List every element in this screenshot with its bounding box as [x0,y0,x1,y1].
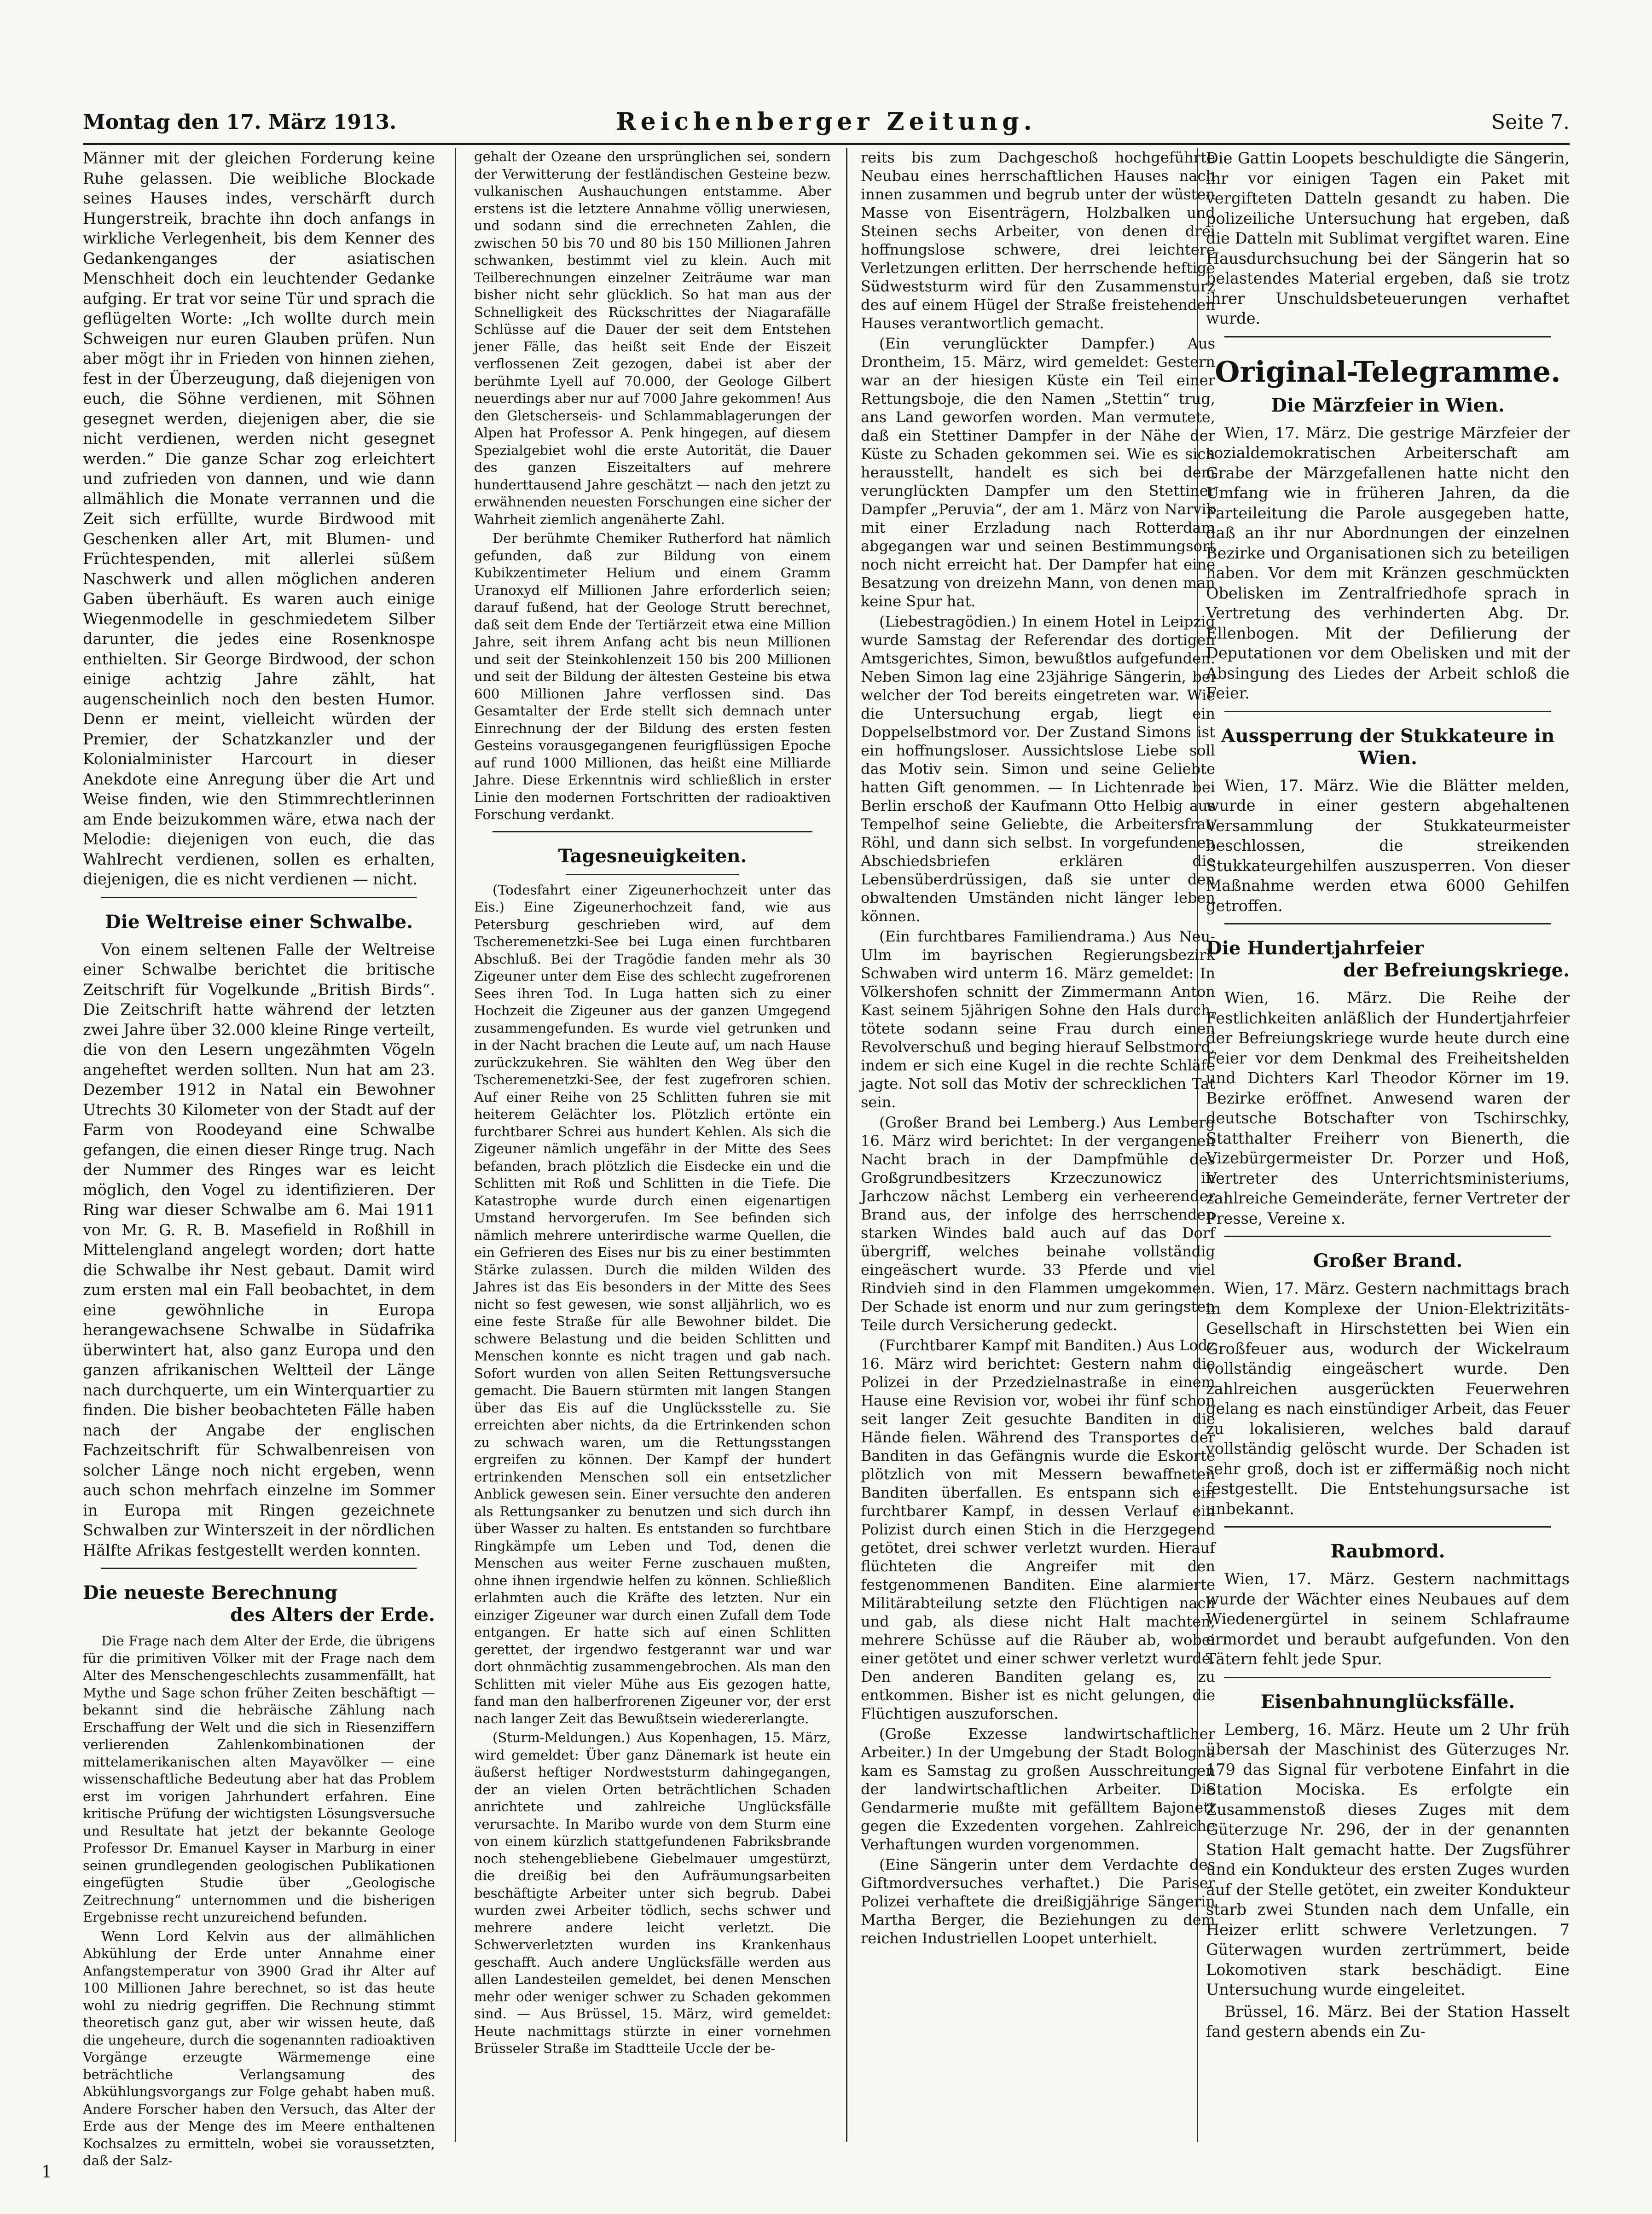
news-item: (Großer Brand bei Lemberg.) Aus Lemberg 16. März wird berichtet: In der vergangenen Nacht brach in der Dampfmühle des Großgrundbesitzers Krzeczunowicz in Jarhczow nächst Lemberg ein verheerender Brand aus, der infolge des herrschenden starken Windes bald auch auf das Dorf übergriff, welches beinahe vollständig eingeäschert wurde. 33 Pferde und viel Rindvieh sind in den Flammen umgekommen. Der Schade ist enorm und nur zum geringsten Teile durch Versicherung gedeckt. [861,1114,1215,1334]
headline-stukkateure: Aussperrung der Stukkateure in Wien. [1221,725,1555,769]
news-item: Die Gattin Loopets beschuldigte die Sängerin, ihr vor einigen Tagen ein Paket mit vergifteten Datteln gesandt zu haben. Die polizeiliche Untersuchung hat ergeben, daß die Datteln mit Sublimat vergiftet waren. Eine Hausdurchsuchung bei der Sängerin hat so belastendes Material ergeben, daß sie trotz ihrer Unschuldsbeteuerungen verhaftet wurde. [1206,149,1570,327]
telegram-text: Lemberg, 16. März. Heute um 2 Uhr früh übersah der Maschinist des Güterzuges Nr. 179 das Signal für verbotene Einfahrt in die Station Mociska. Es erfolgte ein Zusammenstoß dieses Zuges mit dem Güterzuge Nr. 296, der in der genannten Station Halt gemacht hatte. Der Zugsführer und ein Kondukteur des ersten Zuges wurden auf der Stelle getötet, ein zweiter Kondukteur starb zwei Stunden nach dem Unfalle, ein Heizer erlitt schwere Verletzungen. 7 Güterwagen wurden zertrümmert, beide Lokomotiven stark beschädigt. Eine Untersuchung wurde eingeleitet. [1206,1720,1570,1999]
headline-maerzfeier: Die Märzfeier in Wien. [1271,394,1505,416]
section-rule [493,831,812,832]
section-rule [1224,711,1551,712]
page-header [83,106,1570,143]
section-rule [1224,923,1551,924]
column-rule-1 [455,148,456,2142]
column-3 [861,148,1215,2145]
article-text: gehalt der Ozeane den ursprünglichen sei, sondern der Verwitterung der festländischen Gesteine bezw. vulkanischen Aushauchungen entstamme. Aber erstens ist die letztere Annahme völlig unerwiesen, und sodann sind die errechneten Zahlen, die zwischen 50 bis 70 und 80 bis 150 Millionen Jahren schwanken, bestimmt viel zu klein. Auch mit Teilberechnungen einzelner Zeiträume war man bisher nicht sehr glücklich. So hat man aus der Schnelligkeit des Rückschrittes der Niagarafälle Schlüsse auf die Dauer der seit dem Entstehen jener Fälle, das heißt seit Ende der Eiszeit verflossenen Zeit gezogen, dabei ist aber der berühmte Lyell auf 70.000, der Geologe Gilbert neuerdings aber nur auf 7000 Jahre gekommen! Aus den Gletscherseis- und Schlammablagerungen der Alpen hat Professor A. Penk hingegen, auf diesem Spezialgebiet wohl die erste Autorität, die Dauer des ganzen Eiszeitalters auf mehrere hunderttausend Jahre geschätzt — nach den jetzt zu erwähnenden neuesten Forschungen eine sicher der Wahrheit ziemlich angenäherte Zahl. [474,149,831,527]
telegram-text: Brüssel, 16. März. Bei der Station Hasselt fand gestern abends ein Zu- [1206,2002,1570,2040]
headline-line-1: Die neueste Berechnung [83,1582,338,1604]
masthead-title: Reichenberger Zeitung. [616,108,1037,136]
headline-line-2: des Alters der Erde. [230,1604,435,1626]
column-2 [474,148,831,2145]
telegram-text: Wien, 17. März. Wie die Blätter melden, wurde in einer gestern abgehaltenen Versammlung der Stukkateurmeister beschlossen, die streikenden Stukkateurgehilfen auszusperren. Von dieser Maßnahme werden etwa 6000 Gehilfen getroffen. [1206,776,1570,915]
news-item: (Ein verunglückter Dampfer.) Aus Drontheim, 15. März, wird gemeldet: Gestern war an der hiesigen Küste ein Teil einer Rettungsboje, die den Namen „Stettin“ trug, ans Land geworfen worden. Man vermutete, daß ein Stettiner Dampfer in der Nähe der Küste zu Schaden gekommen sei. Wie es sich herausstellt, handelt es sich bei dem verunglückten Dampfer um den Stettiner Dampfer „Peruvia“, der am 1. März von Narvik mit einer Erzladung nach Rotterdam abgegangen war und seinen Bestimmungsort noch nicht erreicht hat. Der Dampfer hat eine Besatzung von dreizehn Mann, von denen man keine Spur hat. [861,335,1215,610]
headline-tagesneuigkeiten: Tagesneuigkeiten. [558,845,747,867]
telegram-text: Wien, 17. März. Gestern nachmittags brach in dem Komplexe der Union-Elektrizitäts-Gesellschaft in Hirschstetten bei Wien ein Großfeuer aus, wodurch der Wickelraum vollständig eingeäschert wurde. Den zahlreichen ausgerückten Feuerwehren gelang es nach einstündiger Arbeit, das Feuer zu lokalisieren, welches bald darauf vollständig gelöscht wurde. Der Schaden ist sehr groß, doch ist er ziffermäßig noch nicht festgestellt. Die Entstehungsursache ist unbekannt. [1206,1279,1570,1518]
section-rule [1224,336,1551,337]
column-4 [1206,148,1570,2145]
footer-mark: 1 [41,2163,52,2182]
telegram-text: Wien, 17. März. Gestern nachmittags wurde der Wächter eines Neubaues auf dem Wiedenergürtel in seinem Schlafraume ermordet und beraubt aufgefunden. Von den Tätern fehlt jede Spur. [1206,1570,1570,1668]
news-item: (Todesfahrt einer Zigeunerhochzeit unter das Eis.) Eine Zigeunerhochzeit fand, wie aus Petersburg geschrieben wird, auf dem Tscheremenetzki-See bei Luga einen furchtbaren Abschluß. Bei der Tragödie fanden mehr als 30 Zigeuner unter dem Eise des schlecht zugefrorenen Sees ihren Tod. In Luga hatten sich zu einer Hochzeit die Zigeuner aus der ganzen Umgegend zusammengefunden. Es wurde viel getrunken und in der Nacht brachen die Leute auf, um nach Hause zurückzukehren. Sie wählten den Weg über den Tscheremenetzki-See, der fest zugefroren schien. Auf einer Reihe von 25 Schlitten fuhren sie mit heiterem Gelächter los. Plötzlich ertönte ein furchtbarer Schrei aus hundert Kehlen. Als sich die Zigeuner nämlich ungefähr in der Mitte des Sees befanden, brach plötzlich die Eisdecke ein und die Schlitten mit Roß und Schlitten in die Tiefe. Die Katastrophe wurde durch einen eigenartigen Umstand hervorgerufen. Im See befinden sich nämlich mehrere unterirdische warme Quellen, die ein Gefrieren des Eises nur bis zu einer bestimmten Stärke zulassen. Durch die milden Wilden des Jahres ist das Eis besonders in der Mitte des Sees nicht so fest gewesen, wie sonst alljährlich, wo es eine feste Straße für alle Bewohner bildet. Die schwere Belastung und die beiden Schlitten und Menschen konnte es nicht tragen und gab nach. Sofort wurden von allen Seiten Rettungsversuche gemacht. Die Bauern stürmten mit langen Stangen über das Eis auf die Unglücksstelle zu. Sie erreichten aber nichts, da die Ertrinkenden schon zu schwach waren, um die Rettungsstangen ergreifen zu können. Der Kampf der hundert ertrinkenden Menschen soll ein entsetzlicher Anblick gewesen sein. Einer versuchte den anderen als Rettungsanker zu benutzen und sich durch ihn über Wasser zu halten. Es entstanden so furchtbare Ringkämpfe um Leben und Tod, denen die Menschen aus weiter Ferne zuschauen mußten, ohne ihnen irgendwie helfen zu können. Schließlich erlahmten auch die Kräfte des letzten. Nur ein einziger Zigeuner war durch einen Zufall dem Tode entgangen. Er hatte sich auf einen Schlitten gerettet, der irgendwo festgerannt war und war dort ohnmächtig zusammengebrochen. Als man den Schlitten mit vieler Mühe aus Eis gezogen hatte, fand man den halberfrorenen Zigeuner vor, der erst nach langer Zeit das Bewußtsein wiedererlangte. [474,882,831,1726]
article-text: Wenn Lord Kelvin aus der allmählichen Abkühlung der Erde unter Annahme einer Anfangstemperatur von 3900 Grad ihr Alter auf 100 Millionen Jahre berechnet, so ist das heute wohl zu niedrig gegriffen. Die Rechnung stimmt theoretisch ganz gut, aber wir wissen heute, daß die ungeheure, durch die sogenannten radioaktiven Vorgänge erzeugte Wärmemenge eine beträchtliche Verlangsamung des Abkühlungsvorgangs zur Folge gehabt haben muß. Andere Forscher haben den Versuch, das Alter der Erde aus der Menge des im Meere enthaltenen Kochsalzes zu ermitteln, wobei sie voraussetzten, daß der Salz- [83,1928,435,2168]
section-rule [1224,1236,1551,1237]
telegram-text: Wien, 16. März. Die Reihe der Festlichkeiten anläßlich der Hundertjahrfeier der Befreiungskriege wurde heute durch eine Feier vor dem Denkmal des Freiheitshelden und Dichters Karl Theodor Körner im 19. Bezirke eröffnet. Anwesend waren der deutsche Botschafter von Tschirschky, Statthalter Freiherr von Bienerth, die Vizebürgermeister Dr. Porzer und Hoß, Vertreter des Unterrichtsministeriums, zahlreiche Gemeinderäte, ferner Vertreter der Presse, Vereine x. [1206,989,1570,1227]
headline-eisenbahnunglueck: Eisenbahnunglücksfälle. [1260,1691,1515,1713]
headline-original-telegramme: Original-Telegramme. [1215,354,1561,389]
section-rule [566,874,739,875]
headline-line-2: der Befreiungskriege. [1343,959,1570,981]
news-item: (Ein furchtbares Familiendrama.) Aus Neu-Ulm im bayrischen Regierungsbezirk Schwaben wird unterm 16. März gemeldet: In Völkershofen schnitt der Zimmermann Anton Kast seinem 5jährigen Sohne den Hals durch, tötete sodann seine Frau durch einen Revolverschuß und beging hierauf Selbstmord, indem er sich eine Kugel in die rechte Schläfe jagte. Not soll das Motiv der schrecklichen Tat sein. [861,928,1215,1111]
news-item: (Eine Sängerin unter dem Verdachte des Giftmordversuches verhaftet.) Die Pariser Polizei verhaftete die dreißigjährige Sängerin Martha Berger, die Beziehungen zu dem reichen Industriellen Loopet unterhielt. [861,1856,1215,1947]
section-rule [1224,1677,1551,1678]
news-item: (Liebestragödien.) In einem Hotel in Leipzig wurde Samstag der Referendar des dortigen Amtsgerichtes, Simon, bewußtlos aufgefunden. Neben Simon lag eine 23jährige Sängerin, bei welcher der Tod bereits eingetreten war. Wie die Untersuchung ergab, liegt ein Doppelselbstmord vor. Der Zustand Simons ist ein hoffnungsloser. Aussichtslose Liebe soll das Motiv sein. Simon und seine Geliebte hatten Gift genommen. — In Lichtenrade bei Berlin erschoß der Kaufmann Otto Helbig aus Tempelhof seine Geliebte, die Arbeitersfrau Röhl, und dann sich selbst. In vorgefundenen Abschiedsbriefen erklären die Lebensüberdrüssigen, daß sie unter den obwaltenden Umständen nicht länger leben können. [861,613,1215,925]
page-number: Seite 7. [1491,110,1570,134]
news-item: (Große Exzesse landwirtschaftlicher Arbeiter.) In der Umgebung der Stadt Bologna kam es Samstag zu großen Ausschreitungen der landwirtschaftlichen Arbeiter. Die Gendarmerie mußte mit gefälltem Bajonett gegen die Exzedenten vorgehen. Zahlreiche Verhaftungen wurden vorgenommen. [861,1725,1215,1853]
headline-grosser-brand: Großer Brand. [1313,1250,1463,1272]
headline-raubmord: Raubmord. [1330,1540,1445,1562]
column-rule-2 [846,148,847,2142]
column-1 [83,148,435,2168]
section-rule [1224,1526,1551,1528]
article-text: Der berühmte Chemiker Rutherford hat nämlich gefunden, daß zur Bildung von einem Kubikzentimeter Helium und einem Gramm Uranoxyd elf Millionen Jahre erforderlich seien; darauf fußend, hat der Geologe Strutt berechnet, daß seit dem Ende der Tertiärzeit etwa eine Million Jahre, seit ihrem Anfang acht bis neun Millionen und seit der Steinkohlenzeit 150 bis 200 Millionen und seit der Bildung der ältesten Gesteine bis etwa 600 Millionen Jahre verflossen sind. Das Gesamtalter der Erde stellt sich demnach unter Einrechnung der der Bildung des ersten festen Gesteins vorausgegangenen feurigflüssigen Epoche auf rund 1000 Millionen, das heißt eine Milliarde Jahre. Diese Erkenntnis wird schließlich in erster Linie den modernen Fortschritten der radioaktiven Forschung verdankt. [474,530,831,822]
article-text: Männer mit der gleichen Forderung keine Ruhe gelassen. Die weibliche Blockade seines Hauses indes, verschärft durch Hungerstreik, brachte ihn doch anfangs in wirkliche Verlegenheit, bis dem Kenner des Gedankenganges der asiatischen Menschheit doch ein leuchtender Gedanke aufging. Er trat vor seine Tür und sprach die geflügelten Worte: „Ich wollte durch mein Schweigen nur euren Glauben prüfen. Nun aber mögt ihr in Frieden von hinnen ziehen, fest in der Überzeugung, daß diejenigen von euch, die Söhne verdienen, mit Söhnen gesegnet werden, diejenigen aber, die sie nicht verdienen, werden nicht gesegnet werden.“ Die ganze Schar zog erleichtert und zufrieden von dannen, und wie dann allmählich die Monate verrannen und die Zeit sich erfüllte, wurde Birdwood mit Geschenken aller Art, mit Blumen- und Früchtespenden, mit allerlei süßem Naschwerk und allen möglichen anderen Gaben überhäuft. Es waren auch einige Wiegenmodelle in geschmiedetem Silber darunter, die jedes eine Rosenknospe enthielten. Sir George Birdwood, der schon einige achtzig Jahre zählt, hat augenscheinlich noch den besten Humor. Denn er meint, vielleicht würden der Premier, der Schatzkanzler und der Kolonialminister Harcourt in dieser Anekdote eine Anregung über die Art und Weise finden, wie den Stimmrechtlerinnen am Ende beizukommen wäre, etwa nach der Melodie: diejenigen von euch, die das Wahlrecht verdienen, sollen es erhalten, diejenigen, die es nicht verdienen — nicht. [83,149,435,888]
section-rule [101,897,417,898]
headline-hundertjahrfeier [1206,937,1570,982]
article-text: Von einem seltenen Falle der Weltreise einer Schwalbe berichtet die britische Zeitschrift für Vogelkunde „British Birds“. Die Zeitschrift hatte während der letzten zwei Jahre über 32.000 kleine Ringe verteilt, die von den Lesern ungezähmten Vögeln angeheftet werden sollten. Nun hat am 23. Dezember 1912 in Natal ein Bewohner Utrechts 30 Kilometer von der Stadt auf der Farm von Roodeyand eine Schwalbe gefangen, die einen dieser Ringe trug. Nach der Nummer des Ringes war es leicht möglich, den Vogel zu identifizieren. Der Ring war dieser Schwalbe am 6. Mai 1911 von Mr. G. R. B. Masefield in Roßhill in Mittelengland angelegt worden; dort hatte die Schwalbe ihr Nest gebaut. Damit wird zum ersten mal ein Fall beobachtet, in dem eine gewöhnliche in Europa herangewachsene Schwalbe in Südafrika überwintert hat, also ganz Europa und den ganzen afrikanischen Weltteil der Länge nach durchquerte, um ein Winterquartier zu finden. Die bisher beobachteten Fälle haben nach der Angabe der englischen Fachzeitschrift für Schwalbenreisen von solcher Länge noch nicht ergeben, wenn auch schon mehrfach einzelne im Sommer in Europa mit Ringen gezeichnete Schwalben zur Winterszeit in der nördlichen Hälfte Afrikas festgestellt werden konnten. [83,940,435,1559]
headline-weltreise: Die Weltreise einer Schwalbe. [104,911,413,933]
section-rule [101,1568,417,1569]
news-item: (Sturm-Meldungen.) Aus Kopenhagen, 15. März, wird gemeldet: Über ganz Dänemark ist heute ein äußerst heftiger Nordweststurm dahingegangen, der an vielen Orten beträchtlichen Schaden anrichtete und zahlreiche Unglücksfälle verursachte. In Maribo wurde von dem Sturm eine von einem kürzlich stattgefundenen Fabriksbrande noch stehengebliebene Giebelmauer umgestürzt, die dreißig bei den Aufräumungsarbeiten beschäftigte Arbeiter unter sich begrub. Dabei wurden zwei Arbeiter tödlich, sechs schwer und mehrere andere leicht verletzt. Die Schwerverletzten wurden ins Krankenhaus geschafft. Auch andere Unglücksfälle werden aus allen Landesteilen gemeldet, bei denen Menschen mehr oder weniger schwer zu Schaden gekommen sind. — Aus Brüssel, 15. März, wird gemeldet: Heute nachmittags stürzte in einer vornehmen Brüsseler Straße im Stadtteile Uccle der be- [474,1730,831,2056]
news-item: reits bis zum Dachgeschoß hochgeführte Neubau eines herrschaftlichen Hauses nach innen zusammen und begrub unter der wüsten Masse von Eisenträgern, Holzbalken und Steinen sechs Arbeiter, von denen drei hoffnungslose schwere, drei leichtere Verletzungen erlitten. Der herrschende heftige Südweststurm wird für den Zusammensturz des auf einem Hügel der Straße freistehenden Hauses verantwortlich gemacht. [861,149,1215,332]
issue-date: Montag den 17. März 1913. [83,110,397,134]
news-item: (Furchtbarer Kampf mit Banditen.) Aus Lodz 16. März wird berichtet: Gestern nahm die Polizei in der Przedzielnastraße in einem Hause eine Revision vor, wobei ihr fünf schon seit langer Zeit gesuchte Banditen in die Hände fielen. Während des Transportes der Banditen in das Gefängnis wurde die Eskorte plötzlich von mit Messern bewaffneten Banditen überfallen. Es entspann sich ein furchtbarer Kampf, in dessen Verlauf ein Polizist durch einen Stich in die Herzgegend getötet, drei schwer verletzt wurden. Hierauf flüchteten die Angreifer mit den festgenommenen Banditen. Eine alarmierte Militärabteilung setzte den Flüchtigen nach und gab, als diese nicht Halt machten, mehrere Schüsse auf die Räuber ab, wobei einer getötet und einer schwer verletzt wurde. Den anderen Banditen gelang es, zu entkommen. Bisher ist es nicht gelungen, die Flüchtigen auszuforschen. [861,1337,1215,1722]
article-text: Die Frage nach dem Alter der Erde, die übrigens für die primitiven Völker mit der Frage nach dem Alter des Menschengeschlechts zusammenfällt, hat Mythe und Sage schon früher Zeiten beschäftigt — bekannt sind die hebräische Zählung nach Erschaffung der Welt und die sich in Riesenziffern verlierenden Zahlenkombinationen der mittelamerikanischen alten Mayavölker — eine wissenschaftliche Bedeutung aber hat das Problem erst im vorigen Jahrhundert erfahren. Eine kritische Prüfung der wichtigsten Lösungsversuche und Resultate hat jetzt der bekannte Geologe Professor Dr. Emanuel Kayser in Marburg in einer seinen grundlegenden geologischen Publikationen eingefügten Studie über „Geologische Zeitrechnung“ unternommen und die bisherigen Ergebnisse recht unzureichend befunden. [83,1633,435,1925]
telegram-text: Wien, 17. März. Die gestrige Märzfeier der sozialdemokratischen Arbeiterschaft am Grabe der Märzgefallenen hatte nicht den Umfang wie in früheren Jahren, da die Parteileitung die Parole ausgegeben hatte, daß an ihr nur Abordnungen der einzelnen Bezirke und Organisationen sich zu beteiligen haben. Vor dem mit Kränzen geschmückten Obelisken im Zentralfriedhofe sprach in Vertretung des verhinderten Abg. Dr. Ellenbogen. Mit der Defilierung der Deputationen vor dem Obelisken und mit der Absingung des Liedes der Arbeit schloß die Feier. [1206,424,1570,702]
headline-line-1: Die Hundertjahrfeier [1206,937,1424,959]
header-rule [83,143,1570,145]
headline-alter-der-erde [83,1582,435,1626]
